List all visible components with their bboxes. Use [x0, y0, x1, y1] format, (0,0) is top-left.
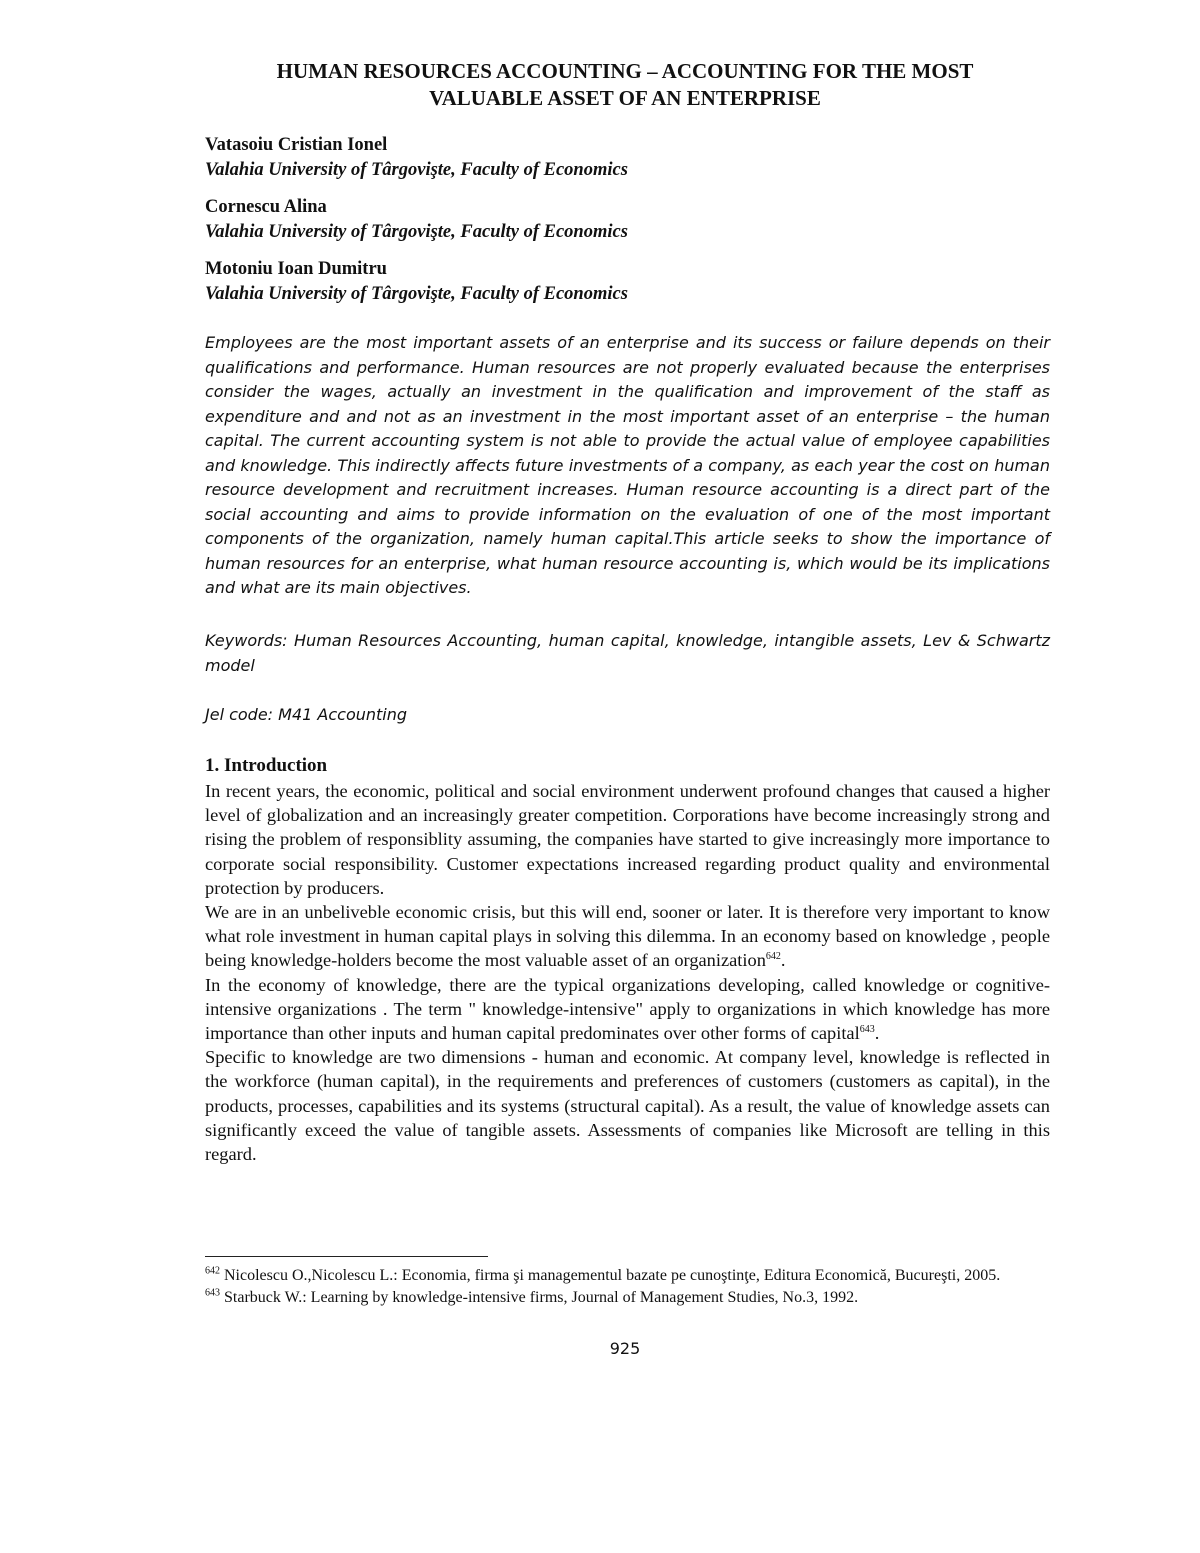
body-paragraph-3-text: In the economy of knowledge, there are the typical organizations developing, called knowledge or cognitive-intensive organizations . The term " knowledge-intensive" apply to organizations in which knowledge has more importance than other inputs and human capital predominates over other forms of capital [205, 974, 1050, 1044]
body-paragraph-2-text: We are in an unbeliveble economic crisis, but this will end, sooner or later. It is therefore very important to know what role investment in human capital plays in solving this dilemma. In an economy based on knowledge , people being knowledge-holders become the most valuable asset of an organization [205, 902, 1050, 971]
paper-title [200, 58, 1050, 112]
author-affiliation-3: Valahia University of Târgovişte, Faculty of Economics [205, 284, 628, 304]
footnote-number: 643 [205, 1287, 220, 1299]
body-paragraph-3-end: . [874, 1023, 880, 1044]
footnote-text: Nicolescu O.,Nicolescu L.: Economia, firma şi managementul bazate pe cunoştinţe, Editura Economică, Bucureşti, 2005. [220, 1267, 1001, 1284]
footnotes [205, 1265, 1050, 1309]
keywords: Keywords: Human Resources Accounting, human capital, knowledge, intangible assets, Lev & Schwartz model [205, 631, 1050, 675]
footnote-643 [205, 1287, 1050, 1309]
body-paragraph-3 [205, 973, 1050, 1046]
page-number: 925 [609, 1339, 641, 1358]
footnote-ref-643: 643 [859, 1023, 875, 1035]
body-paragraph-4: Specific to knowledge are two dimensions - human and economic. At company level, knowledge is reflected in the workforce (human capital), in the requirements and preferences of customers (customers as capital), in the products, processes, capabilities and its systems (structural capital). As a result, the value of knowledge assets can significantly exceed the value of tangible assets. Assessments of companies like Microsoft are telling in this regard. [205, 1047, 1050, 1165]
author-affiliation-1: Valahia University of Târgovişte, Faculty of Economics [205, 160, 628, 180]
title-line-2: VALUABLE ASSET OF AN ENTERPRISE [429, 86, 821, 110]
author-name-1: Vatasoiu Cristian Ionel [205, 135, 388, 155]
author-name-2: Cornescu Alina [205, 197, 327, 217]
author-affiliation-2: Valahia University of Târgovişte, Faculty of Economics [205, 222, 628, 242]
jel-code: Jel code: M41 Accounting [205, 705, 408, 724]
footnote-text: Starbuck W.: Learning by knowledge-intensive firms, Journal of Management Studies, No.3, 1992. [220, 1289, 859, 1306]
footnote-ref-642: 642 [765, 951, 781, 963]
section-body [205, 779, 1050, 1166]
body-paragraph-2-end: . [780, 950, 786, 971]
abstract: Employees are the most important assets of an enterprise and its success or failure depends on their qualifications and performance. Human resources are not properly evaluated because the enterprises consider the wages, actually an investment in the qualification and improvement of the staff as expenditure and and not as an investment in the most important asset of an enterprise – the human capital. The current accounting system is not able to provide the actual value of employee capabilities and knowledge. This indirectly affects future investments of a company, as each year the cost on human resource development and recruitment increases. Human resource accounting is a direct part of the social accounting and aims to provide information on the evaluation of one of the most important components of the organization, namely human capital.This article seeks to show the importance of human resources for an enterprise, what human resource accounting is, which would be its implications and what are its main objectives. [205, 333, 1050, 597]
section-heading: 1. Introduction [205, 755, 328, 776]
author-name-3: Motoniu Ioan Dumitru [205, 259, 387, 279]
title-line-1: HUMAN RESOURCES ACCOUNTING – ACCOUNTING FOR THE MOST [276, 59, 974, 83]
body-paragraph-1: In recent years, the economic, political and social environment underwent profound changes that caused a higher level of globalization and an increasingly greater competition. Corporations have become increasingly strong and rising the problem of responsiblity assuming, the companies have started to give increasingly more importance to corporate social responsibility. Customer expectations increased regarding product quality and environmental protection by producers. [205, 781, 1050, 898]
body-paragraph-2 [205, 900, 1050, 973]
footnote-642 [205, 1265, 1050, 1287]
footnote-divider [205, 1256, 488, 1257]
footnote-number: 642 [205, 1265, 220, 1277]
